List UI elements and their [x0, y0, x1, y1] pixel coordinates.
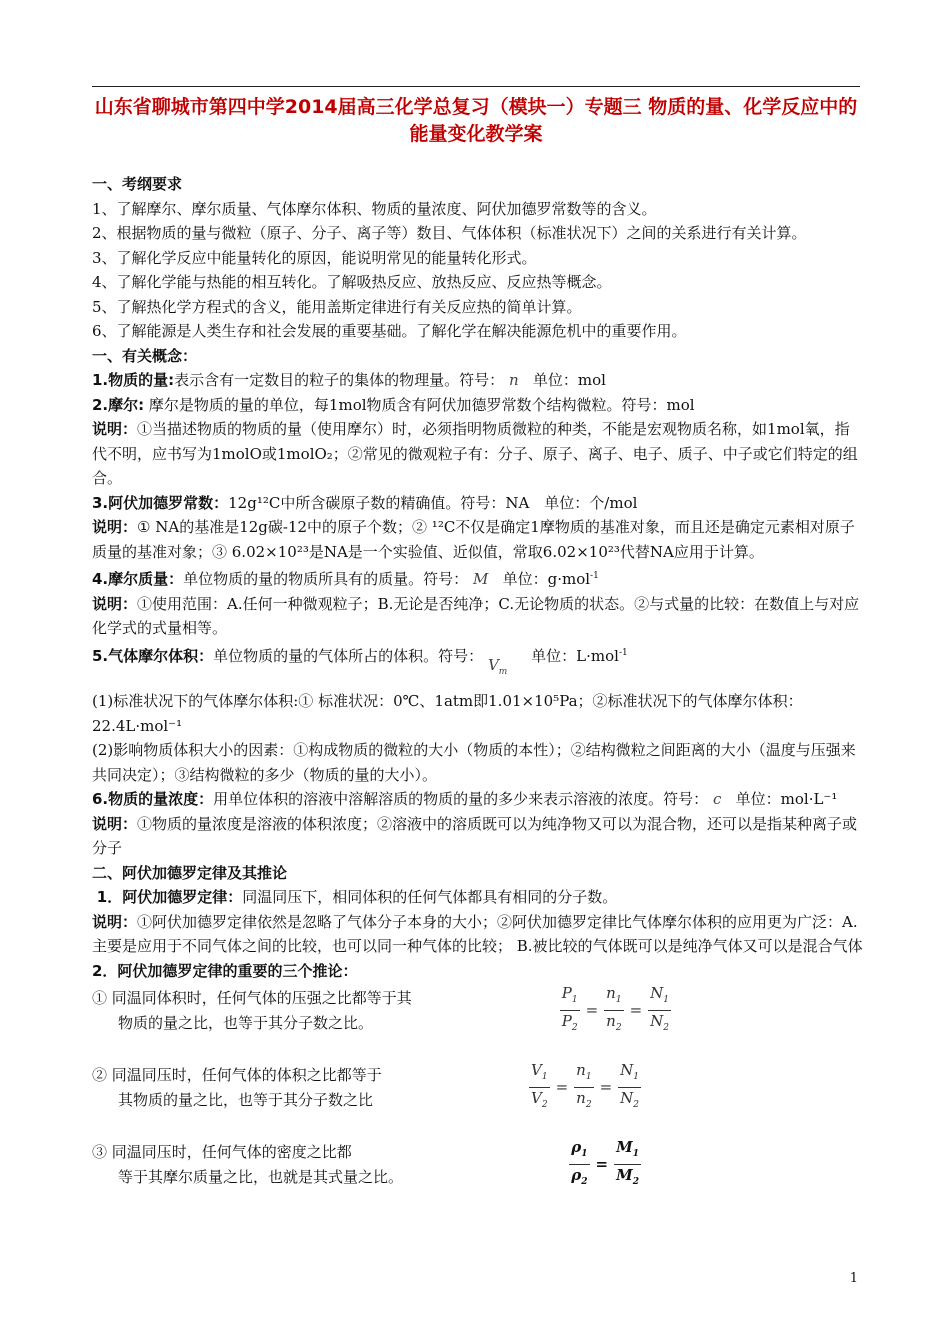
unit-superscript: -1 [618, 647, 628, 658]
concept-label: 4.摩尔质量： [92, 570, 184, 588]
molar-volume-point-2: (2)影响物质体积大小的因素：①构成物质的微粒的大小（物质的本性）；②结构微粒之间距离的大小（温度与压强来共同决定）；③结构微粒的多少（物质的量的大小）。 [92, 741, 856, 784]
concept-label: 6.物质的量浓度： [92, 790, 214, 808]
concept-label: 3.阿伏加德罗常数： [92, 493, 229, 512]
concept-molar-volume [92, 641, 864, 676]
avogadro-law [92, 885, 864, 910]
law-label: 1．阿伏加德罗定律： [96, 888, 243, 906]
requirement-item: 4、了解化学能与热能的相互转化。了解吸热反应、放热反应、反应热等概念。 [92, 273, 612, 291]
inference-line: 等于其摩尔质量之比，也就是其式量之比。 [118, 1167, 404, 1186]
inference-2 [92, 1060, 864, 1115]
concept-text: 摩尔是物质的量的单位，每1mol物质含有阿伏加德罗常数个结构微粒。符号：mol [148, 395, 695, 414]
unit-superscript: -1 [590, 571, 599, 581]
concept-unit: 单位：mol [532, 371, 606, 389]
fraction: $\frac{\rho_1}{\rho_2}$ [571, 1138, 588, 1187]
symbol-c: c [712, 790, 722, 808]
symbol-Vm [488, 653, 507, 685]
fraction: $\frac{V_1}{V_2}$ [531, 1061, 548, 1110]
requirement-item: 5、了解热化学方程式的含义，能用盖斯定律进行有关反应热的简单计算。 [92, 297, 582, 316]
document-body [92, 172, 864, 1192]
note-text: ①物质的量浓度是溶液的体积浓度；②溶液中的溶质既可以为纯净物又可以为混合物，还可以是指某种离子或分子 [92, 814, 858, 857]
concept-label: 5.气体摩尔体积： [92, 646, 214, 665]
concept-avogadro [92, 491, 864, 516]
inference-1 [92, 983, 864, 1038]
note-1 [92, 417, 864, 491]
note-4 [92, 812, 864, 861]
section-heading-concepts: 一、有关概念： [92, 346, 198, 365]
symbol-n: n [508, 371, 519, 389]
fraction: $\frac{n_1}{n_2}$ [576, 1061, 592, 1110]
symbol-V: V [487, 655, 499, 674]
note-text: ①当描述物质的物质的量（使用摩尔）时，必须指明物质微粒的种类，不能是宏观物质名称，如1mol氧，指代不明，应书写为1molO或1molO₂；②常见的微观粒子有：分子、原子、离子、电子、质子、中子或它们特定的组合。 [92, 420, 858, 487]
note-label: 说明： [92, 420, 138, 438]
concept-concentration [92, 787, 864, 812]
inference-line: ② 同温同压时，任何气体的体积之比都等于 [92, 1066, 382, 1084]
note-label: 说明： [92, 814, 138, 833]
concept-text: 12g¹²C中所含碳原子数的精确值。符号：NA 单位：个/mol [228, 493, 638, 512]
note-label: 说明： [92, 594, 138, 613]
requirement-item: 6、了解能源是人类生存和社会发展的重要基础。了解化学在解决能源危机中的重要作用。 [92, 322, 687, 340]
spacer [92, 1115, 864, 1137]
symbol-M: M [472, 570, 489, 588]
header-rule [92, 86, 860, 87]
concept-text: 单位物质的量的物质所具有的质量。符号： [183, 570, 469, 588]
inference-line: 其物质的量之比，也等于其分子数之比 [118, 1090, 374, 1109]
concept-text: 单位物质的量的气体所占的体积。符号： [213, 646, 484, 665]
concept-text: 用单位体积的溶液中溶解溶质的物质的量的多少来表示溶液的浓度。符号： [213, 790, 709, 808]
concept-label: 2.摩尔: [92, 395, 145, 414]
concept-mole [92, 393, 864, 418]
inference-text [92, 986, 452, 1035]
symbol-subscript: m [498, 666, 508, 677]
document-title: 山东省聊城市第四中学2014届高三化学总复习（模块一）专题三 物质的量、化学反应中的能量变化教学案 [94, 96, 858, 145]
formula-pressure-ratio: $\frac{P_1}{P_2}$ = $\frac{n_1}{n_2}$ = $\frac{N_1}{N_2}$ [557, 983, 674, 1038]
spacer [92, 675, 864, 689]
molar-volume-point-1: (1)标准状况下的气体摩尔体积:① 标准状况：0℃、1atm即1.01×10⁵Pa；②标准状况下的气体摩尔体积：22.4L·mol⁻¹ [92, 692, 803, 735]
inference-3 [92, 1137, 864, 1192]
law-note [92, 910, 864, 959]
inference-line: ① 同温同体积时，任何气体的压强之比都等于其 [92, 989, 412, 1007]
inferences-heading: 2．阿伏加德罗定律的重要的三个推论： [92, 961, 358, 980]
note-label: 说明： [92, 912, 138, 931]
requirement-item: 2、根据物质的量与微粒（原子、分子、离子等）数目、气体体积（标准状况下）之间的关系进行有关计算。 [92, 224, 807, 242]
inference-text [92, 1063, 452, 1112]
note-text: ①使用范围：A.任何一种微观粒子；B.无论是否纯净；C.无论物质的状态。②与式量的比较：在数值上与对应化学式的式量相等。 [92, 594, 860, 637]
fraction: $\frac{P_1}{P_2}$ [561, 984, 578, 1033]
spacer [92, 1038, 864, 1060]
section-heading-requirements: 一、考纲要求 [92, 175, 183, 193]
fraction: $\frac{N_1}{N_2}$ [620, 1061, 639, 1110]
note-text: ① NA的基准是12g碳-12中的原子个数；② ¹²C不仅是确定1摩物质的基准对象，而且还是确定元素相对原子质量的基准对象；③ 6.02×10²³是NA是一个实验值、近似值，常取6.02×10²³代替NA应用于计算。 [92, 518, 855, 561]
section-heading-avogadro-law: 二、阿伏加德罗定律及其推论 [92, 863, 288, 882]
concept-unit: 单位：L·mol [531, 646, 619, 665]
law-text: 同温同压下，相同体积的任何气体都具有相同的分子数。 [242, 888, 618, 906]
note-3 [92, 592, 864, 641]
note-2 [92, 515, 864, 564]
fraction: $\frac{M_1}{M_2}$ [616, 1138, 639, 1187]
note-label: 说明： [92, 518, 138, 536]
inference-text [92, 1140, 452, 1189]
requirement-item: 1、了解摩尔、摩尔质量、气体摩尔体积、物质的量浓度、阿伏加德罗常数等的含义。 [92, 199, 657, 218]
inference-line: 物质的量之比，也等于其分子数之比。 [118, 1013, 374, 1032]
note-text: ①阿伏加德罗定律依然是忽略了气体分子本身的大小；②阿伏加德罗定律比气体摩尔体积的应用更为广泛：A.主要是应用于不同气体之间的比较，也可以同一种气体的比较； B.被比较的气体既可以是纯净气体又可以是混合气体 [92, 912, 863, 955]
concept-text: 表示含有一定数目的粒子的集体的物理量。符号： [174, 371, 505, 389]
requirement-item: 3、了解化学反应中能量转化的原因，能说明常见的能量转化形式。 [92, 248, 537, 267]
concept-amount [92, 368, 864, 393]
concept-unit: 单位：mol·L⁻¹ [735, 790, 838, 808]
formula-density-ratio: $\frac{\rho_1}{\rho_2}$ = $\frac{M_1}{M_2}$ [566, 1137, 644, 1192]
formula-volume-ratio: $\frac{V_1}{V_2}$ = $\frac{n_1}{n_2}$ = $\frac{N_1}{N_2}$ [526, 1060, 644, 1115]
concept-label: 1.物质的量: [92, 371, 175, 389]
concept-molar-mass [92, 564, 864, 592]
page-number: 1 [849, 1271, 858, 1286]
concept-unit: 单位：g·mol [502, 570, 591, 588]
fraction: $\frac{n_1}{n_2}$ [606, 984, 622, 1033]
inference-line: ③ 同温同压时，任何气体的密度之比都 [92, 1143, 352, 1161]
fraction: $\frac{N_1}{N_2}$ [650, 984, 669, 1033]
